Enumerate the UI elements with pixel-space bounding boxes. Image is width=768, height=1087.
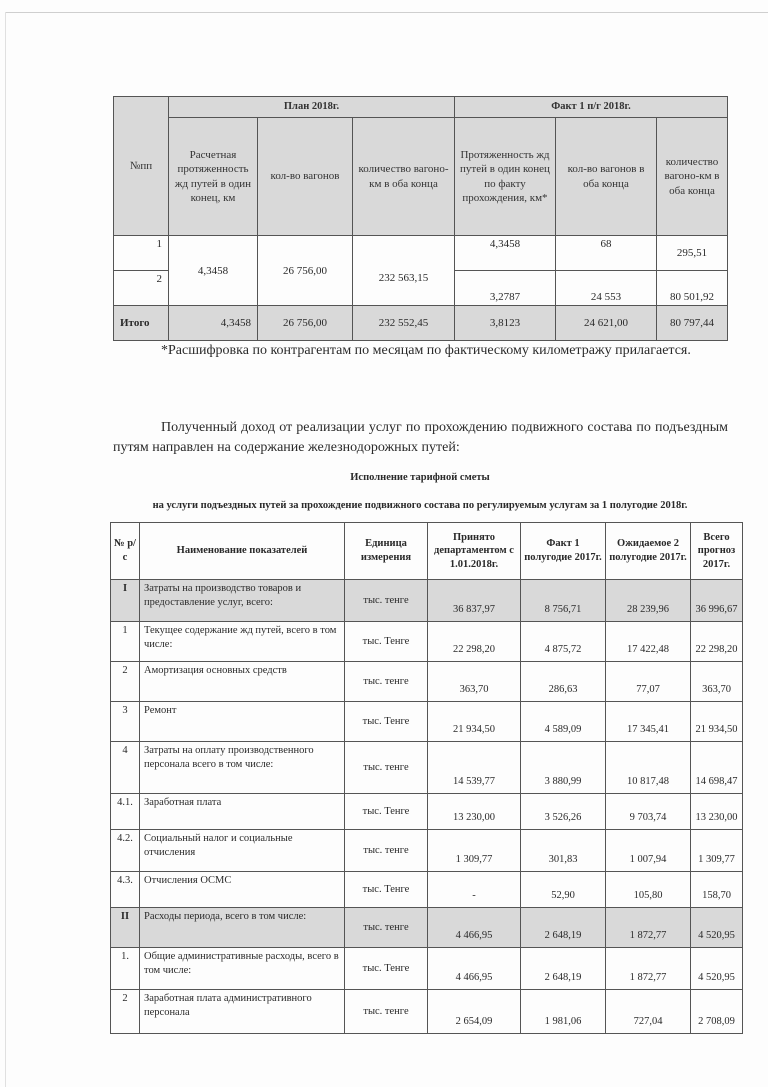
cell-name: Текущее содержание жд путей, всего в том числе:: [140, 622, 345, 662]
header-total: Всего прогноз 2017г.: [691, 523, 743, 580]
table-row: [111, 908, 743, 948]
table-row: [111, 742, 743, 794]
header-fact-wagon-km: количество вагоно-км в оба конца: [657, 118, 728, 236]
total-label: Итого: [114, 306, 169, 341]
wagon-km-table: [113, 96, 728, 341]
cell-accepted: 2 654,09: [428, 990, 521, 1034]
table-row: [111, 830, 743, 872]
cell-fact: 2 648,19: [521, 948, 606, 990]
cell-unit: тыс. Тенге: [345, 622, 428, 662]
cell-total: 2 708,09: [691, 990, 743, 1034]
cell-fact: 2 648,19: [521, 908, 606, 948]
cell-expected: 17 345,41: [606, 702, 691, 742]
cell-expected: 9 703,74: [606, 794, 691, 830]
cell-num: 3: [111, 702, 140, 742]
cell-num: 4.2.: [111, 830, 140, 872]
cell-accepted: 4 466,95: [428, 948, 521, 990]
table-row: [111, 702, 743, 742]
cell-num: 4.1.: [111, 794, 140, 830]
cell-total: 22 298,20: [691, 622, 743, 662]
cell-total: 1 309,77: [691, 830, 743, 872]
cell-unit: тыс. Тенге: [345, 794, 428, 830]
paragraph-income: Полученный доход от реализации услуг по прохождению подвижного состава по подъездным путям направлен на содержание железнодорожных путей:: [113, 420, 728, 455]
tariff-estimate-table: [110, 522, 743, 1034]
cell-num: 2: [111, 662, 140, 702]
cell-unit: тыс. Тенге: [345, 948, 428, 990]
cell-accepted: 1 309,77: [428, 830, 521, 872]
cell-accepted: 22 298,20: [428, 622, 521, 662]
header-plan-wagon-km: количество вагоно-км в оба конца: [353, 118, 455, 236]
cell-name: Социальный налог и социальные отчисления: [140, 830, 345, 872]
header-expected: Ожидаемое 2 полугодие 2017г.: [606, 523, 691, 580]
cell-name: Затраты на оплату производственного персонала всего в том числе:: [140, 742, 345, 794]
cell-name: Амортизация основных средств: [140, 662, 345, 702]
total-fact-wagons: 24 621,00: [556, 306, 657, 341]
table-row: [114, 236, 728, 271]
cell-accepted: 363,70: [428, 662, 521, 702]
fact-length: 4,3458: [455, 236, 556, 271]
scan-border-top: [6, 12, 768, 13]
fact-length: 3,2787: [455, 271, 556, 306]
table-row: [111, 580, 743, 622]
header-fact-wagons: кол-во вагонов в оба конца: [556, 118, 657, 236]
header-plan-length: Расчетная протяженность жд путей в один конец, км: [169, 118, 258, 236]
cell-unit: тыс. тенге: [345, 830, 428, 872]
header-fact: Факт 1 полугодие 2017г.: [521, 523, 606, 580]
plan-wagons: 26 756,00: [258, 236, 353, 306]
cell-num: 4: [111, 742, 140, 794]
cell-expected: 28 239,96: [606, 580, 691, 622]
cell-unit: тыс. Тенге: [345, 872, 428, 908]
cell-name: Ремонт: [140, 702, 345, 742]
cell-name: Отчисления ОСМС: [140, 872, 345, 908]
cell-unit: тыс. тенге: [345, 662, 428, 702]
cell-expected: 1 007,94: [606, 830, 691, 872]
row-num: 2: [114, 271, 169, 306]
cell-unit: тыс. тенге: [345, 990, 428, 1034]
cell-fact: 301,83: [521, 830, 606, 872]
cell-accepted: 36 837,97: [428, 580, 521, 622]
cell-name: Заработная плата административного персонала: [140, 990, 345, 1034]
cell-name: Затраты на производство товаров и предоставление услуг, всего:: [140, 580, 345, 622]
cell-total: 4 520,95: [691, 948, 743, 990]
header-fact-length: Протяженность жд путей в один конец по факту прохождения, км*: [455, 118, 556, 236]
plan-length: 4,3458: [169, 236, 258, 306]
total-row: [114, 306, 728, 341]
cell-num: 2: [111, 990, 140, 1034]
cell-num: 1: [111, 622, 140, 662]
cell-expected: 10 817,48: [606, 742, 691, 794]
cell-expected: 105,80: [606, 872, 691, 908]
header-plan-wagons: кол-во вагонов: [258, 118, 353, 236]
total-fact-wagon-km: 80 797,44: [657, 306, 728, 341]
cell-name: Заработная плата: [140, 794, 345, 830]
header-accepted: Принято департаментом с 1.01.2018г.: [428, 523, 521, 580]
cell-unit: тыс. тенге: [345, 580, 428, 622]
cell-unit: тыс. Тенге: [345, 702, 428, 742]
cell-num: II: [111, 908, 140, 948]
group-header-fact: Факт 1 п/г 2018г.: [455, 97, 728, 118]
table-row: [111, 990, 743, 1034]
cell-expected: 1 872,77: [606, 908, 691, 948]
cell-total: 36 996,67: [691, 580, 743, 622]
cell-unit: тыс. тенге: [345, 742, 428, 794]
total-plan-length: 4,3458: [169, 306, 258, 341]
footnote: *Расшифровка по контрагентам по месяцам по фактическому километражу прилагается.: [161, 343, 691, 358]
cell-fact: 8 756,71: [521, 580, 606, 622]
cell-total: 363,70: [691, 662, 743, 702]
table2-subtitle: на услуги подъездных путей за прохождение подвижного состава по регулируемым услугам за 1 полугодие 2018г.: [152, 500, 688, 511]
cell-fact: 1 981,06: [521, 990, 606, 1034]
cell-fact: 4 875,72: [521, 622, 606, 662]
cell-accepted: 14 539,77: [428, 742, 521, 794]
header-name: Наименование показателей: [140, 523, 345, 580]
table-row: [111, 948, 743, 990]
table2-title: Исполнение тарифной сметы: [350, 472, 490, 483]
table-row: [111, 622, 743, 662]
fact-wagons: 24 553: [556, 271, 657, 306]
cell-fact: 4 589,09: [521, 702, 606, 742]
scan-border-left: [5, 12, 6, 1087]
total-plan-wagons: 26 756,00: [258, 306, 353, 341]
group-header-plan: План 2018г.: [169, 97, 455, 118]
header-num: №пп: [114, 97, 169, 236]
cell-total: 13 230,00: [691, 794, 743, 830]
cell-accepted: 13 230,00: [428, 794, 521, 830]
cell-unit: тыс. тенге: [345, 908, 428, 948]
header-unit: Единица измерения: [345, 523, 428, 580]
table2-body: [111, 580, 743, 1034]
cell-total: 14 698,47: [691, 742, 743, 794]
fact-wagons: 68: [556, 236, 657, 271]
cell-fact: 286,63: [521, 662, 606, 702]
cell-accepted: -: [428, 872, 521, 908]
header-num: № р/с: [111, 523, 140, 580]
cell-accepted: 4 466,95: [428, 908, 521, 948]
total-fact-length: 3,8123: [455, 306, 556, 341]
total-plan-wagon-km: 232 552,45: [353, 306, 455, 341]
cell-total: 158,70: [691, 872, 743, 908]
fact-wagon-km: 295,51: [657, 236, 728, 271]
cell-expected: 1 872,77: [606, 948, 691, 990]
cell-fact: 3 880,99: [521, 742, 606, 794]
cell-num: 4.3.: [111, 872, 140, 908]
cell-num: I: [111, 580, 140, 622]
table-row: [111, 872, 743, 908]
cell-name: Расходы периода, всего в том числе:: [140, 908, 345, 948]
cell-expected: 17 422,48: [606, 622, 691, 662]
row-num: 1: [114, 236, 169, 271]
table-row: [111, 794, 743, 830]
plan-wagon-km: 232 563,15: [353, 236, 455, 306]
cell-expected: 77,07: [606, 662, 691, 702]
fact-wagon-km: 80 501,92: [657, 271, 728, 306]
cell-total: 4 520,95: [691, 908, 743, 948]
cell-fact: 52,90: [521, 872, 606, 908]
cell-accepted: 21 934,50: [428, 702, 521, 742]
cell-name: Общие административные расходы, всего в том числе:: [140, 948, 345, 990]
cell-total: 21 934,50: [691, 702, 743, 742]
cell-fact: 3 526,26: [521, 794, 606, 830]
table-row: [111, 662, 743, 702]
cell-num: 1.: [111, 948, 140, 990]
cell-expected: 727,04: [606, 990, 691, 1034]
